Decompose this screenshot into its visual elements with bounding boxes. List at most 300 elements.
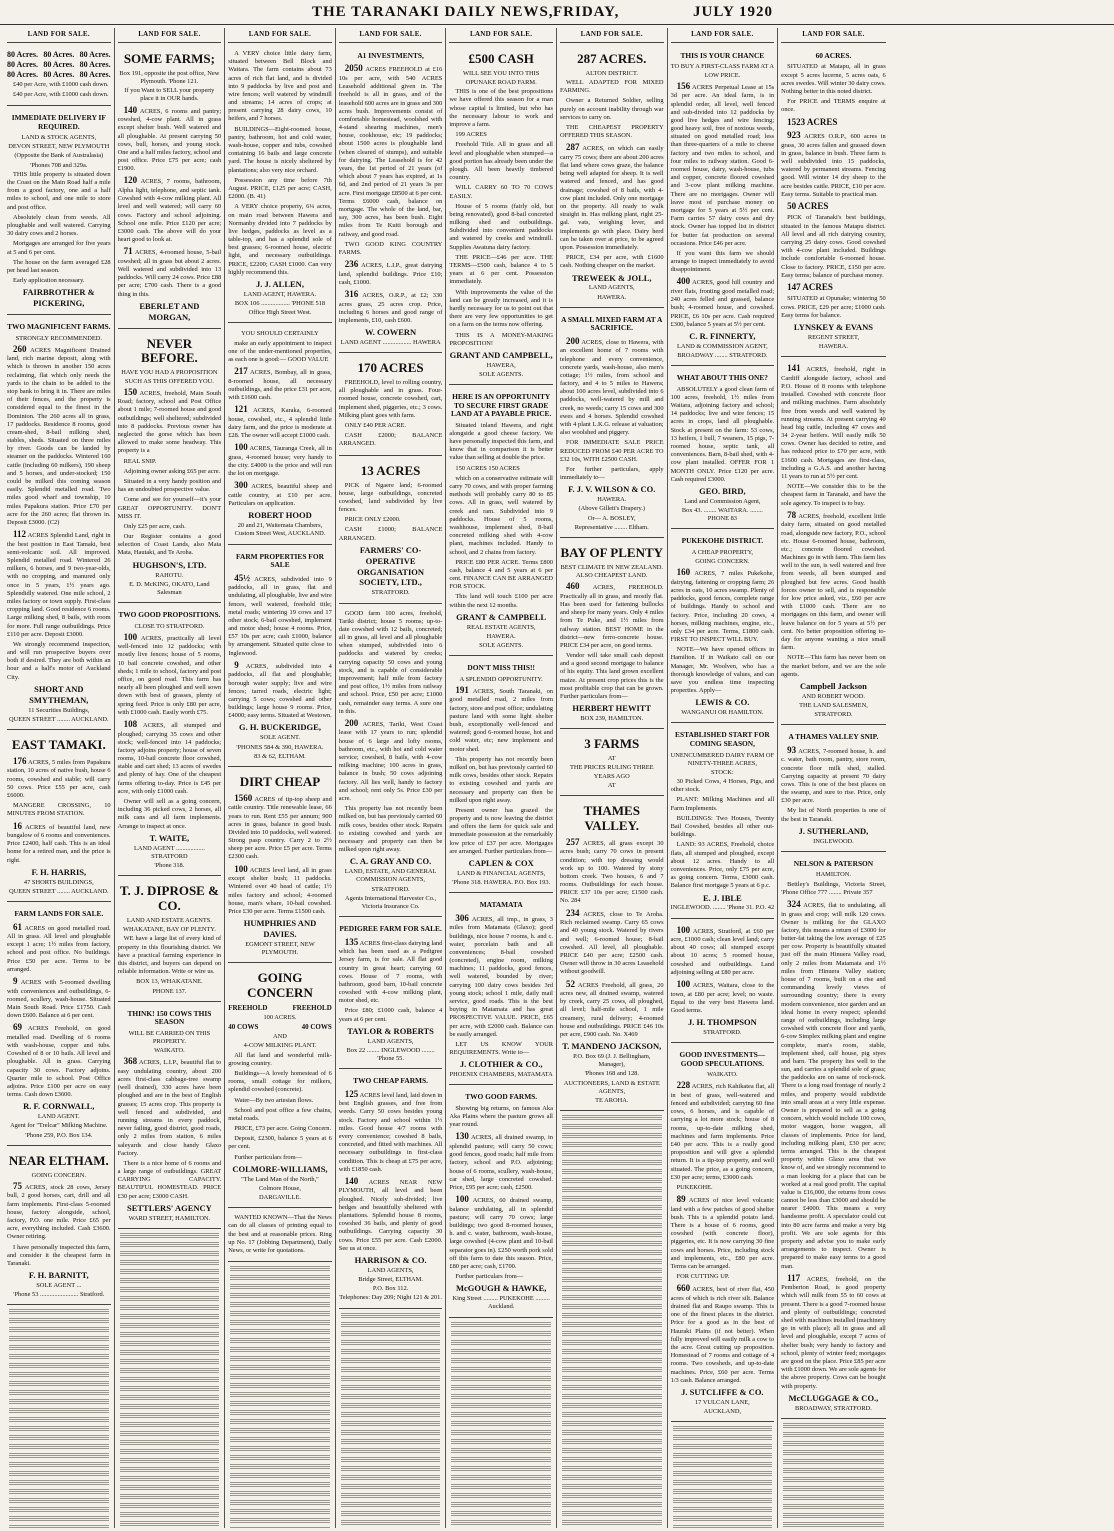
advertisement bbox=[7, 1149, 111, 1306]
ad-subheading: WAIKATO. bbox=[707, 1071, 738, 1079]
print-texture bbox=[120, 1295, 220, 1301]
ad-body-text: PICK of Ngaere land; 6-roomed house, large outbuildings, concreted cowshed, land subdivided by live fences. bbox=[338, 481, 443, 514]
advertisement bbox=[7, 318, 111, 730]
ad-heading: THIS IS YOUR CHANCE bbox=[680, 50, 765, 60]
ad-paragraph bbox=[118, 496, 222, 521]
print-texture bbox=[120, 1241, 220, 1247]
print-texture bbox=[9, 1371, 109, 1377]
acres-banner-item: 80 Acres. bbox=[43, 70, 75, 80]
print-texture bbox=[562, 1384, 662, 1390]
print-texture bbox=[562, 1177, 662, 1183]
agent-address: STRATFORD. bbox=[371, 589, 410, 597]
agent-address: BROADWAY, STRATFORD. bbox=[795, 1404, 872, 1412]
ad-paragraph bbox=[781, 483, 886, 508]
print-texture bbox=[230, 1472, 330, 1478]
print-texture bbox=[230, 1436, 330, 1442]
ad-paragraph bbox=[339, 610, 443, 716]
print-texture bbox=[341, 1366, 441, 1372]
ad-paragraph bbox=[449, 422, 553, 463]
ad-body-text: ONLY £40 PER ACRE. bbox=[344, 422, 407, 430]
ad-paragraph bbox=[671, 81, 775, 248]
agent-address: LAND AGENT .................. HAWERA bbox=[340, 338, 441, 346]
print-texture bbox=[451, 1420, 551, 1426]
ad-body-text: ACRES, all drained swamp, in splendid pasture; will carry 50 cows; good fences, good roads; half mile from factory, school and P.O. adjoining; house of 6 rooms, scullery, wash-house, car shed, large concreted cowshed. Price, £95 per acre; cash, £2500. bbox=[449, 1134, 553, 1191]
acreage-figure: 200 bbox=[565, 335, 580, 346]
print-texture bbox=[562, 1483, 662, 1489]
acreage-figure: 100 bbox=[455, 1194, 469, 1205]
ad-body-text: PICK of Taranaki's best buildings, situated in the famous Matapu district. All level and all rich dairying country, carrying 25 dairy cows. Good cowshed with 4-cow plant included. Buildings include comfortable 6-roomed house. Close to factory. PRICE, £150 per acre. Easy terms; balance of purchase money. bbox=[781, 214, 886, 279]
acreage-figure: 150 bbox=[123, 386, 138, 397]
agent-address: LAND AGENT .................. STRATFORD bbox=[133, 844, 205, 860]
agent-name: T. WAITE, bbox=[149, 832, 190, 843]
agent-name: W. COWERN bbox=[364, 327, 417, 338]
print-texture bbox=[120, 1340, 220, 1346]
print-texture bbox=[9, 1335, 109, 1341]
agent-address: PHONE 137. bbox=[152, 987, 187, 995]
agent-address: LAND AGENTS, bbox=[367, 1037, 414, 1045]
ad-body-text: ACRES first-class dairying land which has been used as a Pedigree Jersey farm, is for sale. All flat good country in great heart; carrying 60 cows. House of 7 rooms, with bathroom, good barn, 10-bail concrete cowshed with 4-cow milking plant, motor shed, etc. bbox=[338, 939, 443, 1005]
ad-paragraph bbox=[781, 654, 886, 679]
ad-feature-row bbox=[228, 1023, 332, 1032]
print-texture bbox=[230, 1337, 330, 1343]
advertisement bbox=[449, 388, 553, 656]
print-texture bbox=[120, 1511, 220, 1517]
print-texture bbox=[451, 1429, 551, 1435]
ad-paragraph bbox=[7, 81, 111, 89]
ad-paragraph bbox=[228, 340, 332, 365]
print-texture bbox=[341, 1339, 441, 1345]
agent-address: AND ROBERT WOOD. bbox=[801, 692, 866, 700]
column-heading: LAND FOR SALE. bbox=[449, 28, 553, 43]
agent-name: F. H. HARRIS, bbox=[31, 866, 87, 877]
advertisement bbox=[781, 728, 886, 852]
agent-name: TAYLOR & ROBERTS bbox=[347, 1025, 434, 1036]
agent-address: LAND, ESTATE, AND GENERAL COMMISSION AGENTS, bbox=[344, 868, 437, 884]
agent-name: J. H. THOMPSON bbox=[687, 1017, 757, 1028]
ad-paragraph bbox=[339, 289, 443, 325]
acreage-figure: 61 bbox=[13, 921, 22, 932]
ad-body-text: ACRES Freehold, on good metalled road. Dwelling of 6 rooms with wash-house, copper and tubs. Cowshed of 8 or 10 bails. All level and ploughable. All in grass. Carrying capacity 30 cows. Factory adjoins. Quarter mile to school. Post Office adjoins. Price £100 per acre on easy terms. Cash down £3600. bbox=[7, 1025, 111, 1099]
ad-paragraph bbox=[339, 937, 443, 1006]
ad-body-text: 199 ACRES bbox=[455, 131, 487, 139]
ad-heading: IMMEDIATE DELIVERY IF REQUIRED. bbox=[11, 113, 106, 131]
print-texture bbox=[451, 1465, 551, 1471]
ad-body-text: ACRES, Stratford, at £60 per acre, £1000 cash; clean level land; carry about 40 cows; all stumped except about 10 acres; 5 roomed house, cowshed and outbuildings. Land adjoining selling at £80 per acre. bbox=[670, 927, 775, 976]
print-texture bbox=[451, 1357, 551, 1363]
print-texture bbox=[783, 1521, 884, 1527]
acreage-figure: 400 bbox=[676, 276, 691, 287]
print-texture bbox=[341, 1501, 441, 1507]
print-texture bbox=[341, 1321, 441, 1327]
print-texture bbox=[673, 1443, 773, 1449]
ad-paragraph bbox=[228, 793, 332, 862]
ad-body-text: ACRES, practically all level well-fenced into 12 paddocks; with mostly live fences; house of 5 rooms, 10 bail concrete cowshed, and other sheds; 1 mile to school, factory and post office, on good road. This farm has nearly all been ploughed and well sown down with best of grasses, plenty of spring feed. Price is only £80 per acre, with £1000 cash. Easily worth £75. bbox=[117, 634, 222, 716]
column-heading: LAND FOR SALE. bbox=[7, 28, 111, 43]
print-texture bbox=[341, 1510, 441, 1516]
agent-name: EBERLET AND MORGAN, bbox=[139, 300, 200, 322]
ad-paragraph bbox=[339, 1089, 443, 1174]
ad-body-text: ACRES FREEHOLD at £16 10s per acre, with 540 ACRES Leasehold additional given in. The freehold is all in grass, and of the leasehold 600 acres are in grass and 300 acres bush. Improvements consist of comfortable homestead, woolshed with 4-stand shearing machines, men's house, cookhouse, etc; 19 paddocks; about 1500 acres is ploughable land (when cleared of stumps), and suitable for dairying. The Leasehold is for 42 years, the 1st period of 21 years (of which about 7 years has expired, at 1s 6d, and 2nd period of 21 years 3s per acre. First mortgage £8500 at 6 per cent. Terms £6000 cash, balance on mortgage. The whole of the land, bar, say, 300 acres, has been bush. Eight miles from Te Kuiti borough and railway, and good road. bbox=[338, 66, 443, 238]
print-texture bbox=[562, 1492, 662, 1498]
advertisement bbox=[228, 47, 332, 324]
ad-subheading: YOU SHOULD CERTAINLY bbox=[241, 330, 319, 338]
agent-name: HUGHSON'S, LTD. bbox=[132, 559, 207, 570]
print-texture bbox=[562, 1438, 662, 1444]
ad-subheading: BEST CLIMATE IN NEW ZEALAND. ALSO CHEAPEST LAND. bbox=[560, 563, 664, 580]
print-texture bbox=[562, 1114, 662, 1120]
ad-subheading: 100 ACRES. bbox=[263, 1014, 297, 1022]
ad-paragraph bbox=[339, 432, 443, 448]
ad-body-text: I have personally inspected this farm, and consider it the cheapest farm in Taranaki. bbox=[7, 1243, 111, 1267]
acreage-figure: 9 bbox=[13, 976, 18, 987]
agent-address: THE LAND SALESMEN, bbox=[799, 701, 868, 709]
acreage-figure: 257 bbox=[565, 836, 580, 847]
print-texture bbox=[673, 1497, 773, 1503]
ad-paragraph bbox=[228, 177, 332, 202]
print-texture bbox=[230, 1292, 330, 1298]
acreage-figure: 1560 bbox=[234, 792, 253, 803]
ad-body-text: PRICE £80 PER ACRE. Terms £800 cash, balance 4 and 5 years at 6 per cent. FINANCE CAN BE ARRANGED FOR STOCK. bbox=[449, 558, 553, 591]
print-texture bbox=[120, 1502, 220, 1508]
ad-body-text: THE CHEAPEST PROPERTY OFFERED THIS SEASON. bbox=[559, 124, 664, 140]
acreage-figure: 460 bbox=[565, 581, 580, 592]
classified-columns bbox=[4, 28, 1110, 1528]
print-texture bbox=[562, 1285, 662, 1291]
advertisement bbox=[118, 1005, 222, 1229]
print-texture bbox=[451, 1402, 551, 1408]
ad-heading: TWO GOOD FARMS. bbox=[465, 1092, 538, 1102]
ad-paragraph bbox=[671, 796, 775, 812]
agent-address: Office High Street West. bbox=[248, 309, 312, 317]
agent-address: Land and Commission Agent, bbox=[684, 497, 761, 505]
agent-name: McCLUGGAGE & CO., bbox=[788, 1392, 879, 1403]
agent-address: STRATFORD. bbox=[703, 1028, 742, 1036]
ad-body-text: ACRES Freehold, all grass, 20 acres new, all drained swamp, watered by creek, carry 25 cows, all ploughed, all level; half-mile school, 1 mile creamery, rural delivery; 4-roomed house and outbuildings. PRICE £46 10s per acre, £900 cash. No. X469 bbox=[559, 981, 664, 1038]
print-texture bbox=[230, 1265, 330, 1271]
agent-address: SOLE AGENTS. bbox=[479, 370, 524, 378]
print-texture bbox=[120, 1376, 220, 1382]
agent-address: REGENT STREET, bbox=[807, 333, 860, 341]
ad-body-text: WE have a large list of every kind of property in this flourishing district. We have a practical farming experience in this district, and buyers can depend on reliable information. Write or wire us. bbox=[117, 935, 222, 976]
ad-body-text: ACRES, 7 miles Pukekohe, dairying, fattening or cropping farm; 26 acres in oats, 10 acres swamp. Plenty of paddocks, good fences, complete range of buildings. Handy to school and factory. Price, including 20 cows, 4 horses, milking machines, engine, etc., only £34 per acre. Terms, £1800 cash. FIRST TO INSPECT WILL BUY. bbox=[670, 570, 775, 644]
print-texture bbox=[562, 1249, 662, 1255]
ad-body-text: Possession any time before 7th August. PRICE, £125 per acre; CASH, £2000. (B. 41) bbox=[228, 176, 332, 201]
print-texture bbox=[451, 1375, 551, 1381]
ad-heading: GOOD INVESTMENTS—GOOD SPECULATIONS. bbox=[679, 1050, 766, 1068]
ad-subheading: GOING CONCERN. bbox=[695, 558, 750, 566]
print-texture bbox=[562, 1420, 662, 1426]
ad-body-text: 30 Picked Cows, 4 Horses, Pigs, and other stock. bbox=[670, 778, 775, 794]
ad-heading: NELSON & PATERSON bbox=[793, 858, 874, 868]
advertisement bbox=[339, 356, 443, 455]
advertisement bbox=[339, 920, 443, 1069]
print-texture bbox=[783, 1449, 884, 1455]
agent-address: BOX 13, WHAKATANE. bbox=[136, 978, 203, 986]
ad-body-text: School and post office a few chains, metal roads. bbox=[228, 1106, 332, 1122]
ad-paragraph bbox=[671, 646, 775, 695]
ad-body-text: For further particulars, apply immediately to— bbox=[559, 465, 664, 482]
ad-paragraph bbox=[449, 465, 553, 473]
print-texture bbox=[120, 1520, 220, 1526]
agent-name: LYNSKEY & EVANS bbox=[793, 322, 873, 333]
ad-paragraph bbox=[7, 214, 111, 239]
acreage-figure: 660 bbox=[676, 1283, 691, 1294]
ad-body-text: Further particulars from— bbox=[455, 1273, 524, 1281]
agent-address: LAND AGENTS, bbox=[367, 1266, 414, 1274]
print-texture bbox=[341, 1474, 441, 1480]
ad-paragraph bbox=[228, 1052, 332, 1068]
acreage-figure: 75 bbox=[13, 1180, 22, 1191]
ad-body-text: ACRES, close to Hawera, with an excellent home of 7 rooms with telephone and every convenience, concrete yards, wash-house, also men's cottage; 1½ miles, from school and factory, and 4 to 5 miles to Hawera; about 100 acres level, subdivided into 6 paddocks, well-watered by mill and creek, no weeds; carry 15 cows and 300 ewes and 4 horses. Splendid cowshed with 4 plant L.K.G. release at valuation; also woolshed and piggery. bbox=[559, 338, 664, 437]
print-texture bbox=[673, 1515, 773, 1521]
agent-name: COLMORE-WILLIAMS, bbox=[232, 1163, 328, 1174]
advertisement bbox=[7, 47, 111, 106]
print-texture bbox=[230, 1301, 330, 1307]
ad-body-text: A VERY choice little dairy farm, situated between Bell Block and Waitara. The farm contains about 73 acres of rich flat land, and is divided into 9 paddocks by live and post and wire fences; well watered by windmill and streams; 14 acres of crops; at present carrying 28 dairy cows, 10 heifers, and 7 horses. bbox=[228, 49, 332, 123]
ad-subheading: GOING CONCERN. bbox=[31, 1171, 86, 1179]
print-texture bbox=[9, 1362, 109, 1368]
ad-paragraph bbox=[671, 841, 775, 890]
ad-body-text: Price £80; £1000 cash, balance 4 years at 6 per cent. bbox=[338, 1007, 443, 1023]
ad-body-text: THIS little property is situated down the Coast on the Main Road half a mile from a good factory, one and a half miles to school, and one mile to store and post office. bbox=[7, 170, 111, 211]
advertisement bbox=[671, 726, 775, 918]
acreage-figure: 45½ bbox=[234, 572, 250, 583]
print-texture bbox=[9, 1326, 109, 1332]
ad-heading: £500 CASH bbox=[468, 50, 534, 66]
print-texture bbox=[783, 1422, 884, 1428]
ad-body-text: ACRES with 5-roomed dwelling with conveniences and outbuildings, 6-roomed, scullery, wash-house. Situated Main South Road. Price £1750. Cash down £600. Balance at 6 per cent. bbox=[7, 979, 111, 1020]
ad-subheading: 4-COW MILKING PLANT. bbox=[243, 1042, 317, 1050]
print-texture bbox=[120, 1268, 220, 1274]
agent-name: HARRISON & CO. bbox=[354, 1254, 427, 1265]
ad-subheading: A SPLENDID OPPORTUNITY. bbox=[459, 675, 543, 683]
print-texture bbox=[562, 1294, 662, 1300]
ad-paragraph bbox=[671, 979, 775, 1015]
print-texture bbox=[9, 1308, 109, 1314]
ad-paragraph bbox=[339, 259, 443, 287]
ad-paragraph bbox=[560, 652, 664, 701]
ad-paragraph bbox=[339, 241, 443, 257]
print-texture bbox=[673, 1488, 773, 1494]
print-texture bbox=[120, 1232, 220, 1238]
issue-date: JULY 1920 bbox=[693, 4, 773, 20]
print-texture bbox=[562, 1267, 662, 1273]
ad-paragraph bbox=[781, 881, 886, 897]
ad-paragraph bbox=[339, 1007, 443, 1023]
agent-address: E. D. McKING, OKATO, Land Salesman bbox=[129, 580, 210, 596]
ad-heading: FARM PROPERTIES FOR SALE bbox=[236, 551, 324, 570]
agent-address: 17 VULCAN LANE, bbox=[694, 1398, 750, 1406]
ad-paragraph bbox=[671, 1080, 775, 1182]
print-texture bbox=[120, 1412, 220, 1418]
print-texture bbox=[230, 1355, 330, 1361]
print-texture bbox=[230, 1490, 330, 1496]
ad-paragraph bbox=[118, 175, 222, 244]
ad-paragraph bbox=[560, 908, 664, 977]
advertisement bbox=[7, 733, 111, 902]
agent-name: GRANT & CAMPBELL bbox=[456, 611, 547, 622]
ad-paragraph bbox=[228, 660, 332, 721]
ad-body-text: With improvements the value of the land can be greatly increased, and it is hardly necessary for us to point out that there are very few opportunities to get on a farm on the terms now offering. bbox=[449, 288, 553, 329]
advertisement bbox=[560, 47, 664, 308]
print-texture bbox=[120, 1430, 220, 1436]
agent-address: Box 22 ........ INGLEWOOD ........ 'Phone 55. bbox=[346, 1046, 435, 1063]
print-texture bbox=[341, 1330, 441, 1336]
print-texture bbox=[120, 1385, 220, 1391]
acreage-figure: 112 bbox=[13, 529, 27, 540]
ad-body-text: FOR CUTTING UP. bbox=[676, 1273, 730, 1281]
ad-feature-row bbox=[228, 1004, 332, 1013]
agent-address: LAND & COMMISSION AGENT, bbox=[676, 342, 768, 350]
ad-subheading: THE PRICES RULING THREE YEARS AGO bbox=[570, 764, 654, 780]
ad-subheading: (Opposite the Bank of Australasia) bbox=[14, 152, 104, 160]
column-heading: LAND FOR SALE. bbox=[560, 28, 664, 43]
ad-heading: SOME FARMS; bbox=[123, 50, 215, 66]
agent-address: HAWERA. bbox=[597, 293, 627, 301]
print-texture bbox=[9, 1470, 109, 1476]
ad-paragraph bbox=[7, 756, 111, 800]
acreage-figure: 121 bbox=[234, 404, 248, 415]
print-texture bbox=[341, 1411, 441, 1417]
ad-subheading: STOCK: bbox=[711, 768, 734, 776]
advertisement bbox=[449, 659, 553, 893]
agent-address: BOX 106 .................. 'PHONE 518 bbox=[234, 300, 326, 308]
ad-paragraph bbox=[671, 925, 775, 977]
ad-body-text: The house on the farm averaged £28 per head last season. bbox=[7, 258, 111, 274]
ad-paragraph bbox=[228, 50, 332, 124]
print-texture bbox=[120, 1286, 220, 1292]
print-texture bbox=[120, 1394, 220, 1400]
ad-subheading: WILL BE CARRIED ON THIS PROPERTY. bbox=[128, 1029, 211, 1045]
acreage-figure: 89 bbox=[676, 1194, 686, 1205]
ad-paragraph bbox=[449, 685, 553, 754]
ad-paragraph bbox=[339, 718, 443, 803]
ad-paragraph bbox=[7, 976, 111, 1020]
advertisement bbox=[449, 47, 553, 385]
print-texture bbox=[341, 1393, 441, 1399]
ad-body-text: ACRES, rich Kahikatea flat, all in best of grass, well-watered and fenced and subdivided; carrying 60 fine cows, 6 horses, and is capable of carrying a lot more stock; house of 8 rooms, up-to-date milking shed, machines and farm implements. Price £40 per acre. This is a really good proposition and will give a splendid return. It is a tip-top property, and well situated. The price, as a going concern, £30 per acre; terms, £3000 cash. bbox=[670, 1083, 775, 1181]
ad-body-text: We strongly recommend inspection, and will run prospective buyers over both if desired. They are both within an hour and a half's motor of Auckland City. bbox=[7, 640, 111, 681]
agent-address: Box 43. ........ WAITARA. ........ PHONE 83 bbox=[681, 507, 763, 523]
acres-banner-item: 80 Acres. bbox=[79, 60, 111, 70]
advertisement bbox=[118, 879, 222, 1002]
agent-name: McGOUGH & HAWKE, bbox=[455, 1283, 547, 1294]
print-texture bbox=[562, 1231, 662, 1237]
ad-paragraph bbox=[228, 1214, 332, 1255]
print-texture bbox=[673, 1425, 773, 1431]
ad-paragraph bbox=[671, 250, 775, 275]
ad-paragraph bbox=[228, 404, 332, 440]
ad-body-text: All flat land and wonderful milk-growing country. bbox=[228, 1051, 332, 1067]
print-texture bbox=[783, 1467, 884, 1473]
print-texture bbox=[9, 1344, 109, 1350]
ad-paragraph bbox=[339, 422, 443, 430]
agent-address: EGMONT STREET, NEW PLYMOUTH. bbox=[245, 940, 315, 957]
ad-body-text: WANTED KNOWN—That the News can do all classes of printing equal to the best and at reasonable prices. Ring up No. 17 (Jobbing Department), Daily News, or write for quotations. bbox=[228, 1214, 332, 1255]
print-texture bbox=[9, 1461, 109, 1467]
ad-paragraph bbox=[228, 1135, 332, 1151]
print-texture bbox=[673, 1434, 773, 1440]
ad-paragraph bbox=[7, 529, 111, 639]
ad-body-text: ACRES, freehold, right in Cardiff alongside factory, school and P.O. House of 8 rooms with telephone installed. Cowshed with concrete floor and milking machines. Farm absolutely free from weeds and well watered by running streams. At present carrying 40 head big cattle, including 47 cows and 34 2-year heifers. Will easily milk 50 cows. Owner has decided to retire, and has reduced price to £70 per acre, with £1600 cash. Mortgages are first-class, including a G.A.S. and another having 11 years to run at 5½ per cent. bbox=[781, 366, 886, 481]
print-texture bbox=[562, 1213, 662, 1219]
print-texture bbox=[230, 1400, 330, 1406]
agent-name: J. J. ALLEN, bbox=[256, 279, 304, 290]
print-texture bbox=[341, 1357, 441, 1363]
print-texture bbox=[230, 1319, 330, 1325]
ad-paragraph bbox=[7, 259, 111, 275]
acreage-figure: 368 bbox=[123, 1056, 138, 1067]
ad-paragraph bbox=[228, 864, 332, 916]
agent-address: 83 & 62, ELTHAM. bbox=[254, 752, 306, 760]
ad-body-text: LAND: 93 ACRES, Freehold, choice flats, all stumped and ploughed, except about 12 acres. Handy to all conveniences. Price, only £75 per acre, as going concern. Terms, £3000 cash. Balance first mortgage 5 years at 6 p.c. bbox=[670, 841, 775, 890]
ad-body-text: ACRES, FREEHOLD. Practically all in grass, and mostly flat. Has been used for fattening bullocks and sheep for many years. Only 4 miles from Te Puke, and 1½ miles from railway station. BEST HOME in the district—new ferro-concrete house. PRICE £34 per acre, on good terms. bbox=[559, 584, 664, 649]
ad-body-text: ACRES, subdivided into 4 paddocks, all flat and ploughable; borough water supply; live and wire fences; tarred roads, electric light; carrying 5 cows; cowshed and other buildings; large house 9 rooms. Price, £4000; easy terms. Situated at Westown. bbox=[228, 662, 332, 720]
ad-paragraph bbox=[560, 439, 664, 464]
ad-subheading: DEVON STREET, NEW PLYMOUTH bbox=[8, 143, 110, 151]
ad-paragraph bbox=[228, 1097, 332, 1105]
advertisement bbox=[781, 47, 886, 357]
print-texture bbox=[120, 1475, 220, 1481]
ad-heading: PEDIGREE FARM FOR SALE. bbox=[339, 924, 442, 934]
ad-heading: T. J. DIPROSE & CO. bbox=[119, 883, 219, 914]
ad-paragraph bbox=[118, 798, 222, 831]
agent-name: FAIRBROTHER & PICKERING, bbox=[22, 287, 95, 309]
agent-name: GRANT AND CAMPBELL, bbox=[449, 349, 553, 360]
ad-body-text: FOR IMMEDIATE SALE PRICE REDUCED FROM £40 PER ACRE TO £32 10s, WITH £2500 CASH. bbox=[559, 439, 664, 463]
ad-paragraph bbox=[449, 807, 553, 856]
ad-paragraph bbox=[781, 899, 886, 1271]
print-texture bbox=[562, 1456, 662, 1462]
ad-feature-item: 40 COWS bbox=[228, 1023, 259, 1032]
print-texture bbox=[230, 1481, 330, 1487]
ad-body-text: 150 ACRES 150 ACRES bbox=[455, 464, 520, 472]
print-texture bbox=[120, 1277, 220, 1283]
ad-paragraph bbox=[7, 821, 111, 865]
agent-name: TREWEEK & JOLL, bbox=[571, 272, 652, 283]
ad-body-text: Owner will sell as a going concern, including 36 picked cows, 2 horses, all milk cans and all farm implements. Arrange to inspect at once. bbox=[117, 798, 222, 830]
print-texture bbox=[562, 1429, 662, 1435]
ad-body-text: A VERY choice property, 6¼ acres, on main road between Hawera and Normanby divided into 7 paddocks by live hedges, paddocks as level as a table-top, and has a splendid sole of best grasses; 6-roomed house, electric light, and necessary outbuildings. PRICE, £2200; CASH £1000. Can very highly recommend this. bbox=[228, 203, 332, 276]
acreage-figure: 236 bbox=[344, 259, 359, 270]
print-texture bbox=[451, 1393, 551, 1399]
ad-body-text: ACRES of beautiful land, new bungalow of 6 rooms and conveniences. Price £2400, half cash. This is an ideal home for a retired man, and the price is right. bbox=[7, 823, 111, 864]
print-texture bbox=[562, 1222, 662, 1228]
agent-address: 'Phone 318. HAWERA. P.O. Box 193. bbox=[452, 879, 551, 887]
ad-body-text: ACRES NEAR NEW PLYMOUTH, all level and been ploughed. Nicely sub-divided; live hedges and beautifully sheltered with plantations. Splendid house 8 rooms, cowshed 36 bails, and plenty of good outbuildings. Carrying capacity 30 cows. Price £55 per acre. Cash £2000. See us at once. bbox=[338, 1178, 443, 1252]
ad-heading: THINK! 150 COWS THIS SEASON bbox=[127, 1008, 212, 1027]
print-texture bbox=[120, 1439, 220, 1445]
ad-heading: TWO MAGNIFICENT FARMS. bbox=[7, 322, 111, 331]
ad-body-text: Our Register contains a good selection of Coast Lands, also Mata Mata, Hautaki, and Te Aroha. bbox=[117, 533, 222, 557]
ad-paragraph bbox=[7, 240, 111, 256]
ad-body-text: For PRICE and TERMS enquire at once. bbox=[781, 98, 886, 114]
agent-address: 47 SHORTS BUILDINGS, bbox=[23, 878, 94, 886]
print-texture bbox=[9, 1479, 109, 1485]
acres-banner-row bbox=[7, 60, 111, 70]
agent-address: HAWERA. bbox=[818, 343, 849, 351]
ad-heading: THAMES VALLEY. bbox=[583, 802, 640, 833]
ad-heading: 287 ACRES. bbox=[577, 50, 647, 66]
ad-paragraph bbox=[7, 922, 111, 974]
ad-paragraph bbox=[781, 282, 886, 294]
acreage-figure: 52 bbox=[565, 978, 575, 989]
ad-paragraph bbox=[339, 516, 443, 524]
acreage-figure: 176 bbox=[13, 755, 27, 766]
acreage-figure: 260 bbox=[13, 343, 27, 354]
print-texture bbox=[341, 1447, 441, 1453]
ad-body-text: ACRES, subdivided into 9 paddocks, all in grass, flat and undulating, all ploughable, live and wire fences, well watered, freehold title; metal roads; wintering 19 cows and 17 other stock; 6-bail cowshed, implement and motor shed; house 4 rooms. Price, £57 10s per acre; cash £1000, balance by arrangement. Situated quite close to Inglewood. bbox=[228, 575, 332, 657]
